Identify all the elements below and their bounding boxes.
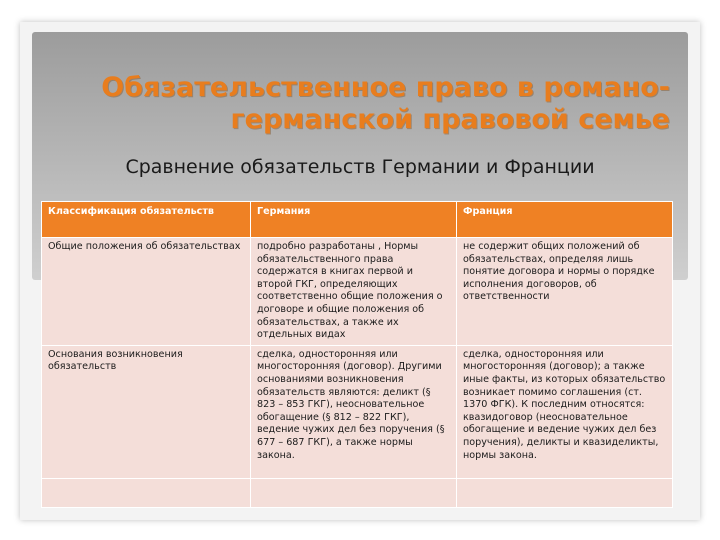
- table-cell-empty: [251, 478, 457, 507]
- header-germany: Германия: [251, 202, 457, 238]
- table-cell-category: Основания возникновения обязательств: [42, 345, 251, 478]
- slide-title: [40, 72, 670, 136]
- table-row: [42, 238, 673, 346]
- header-classification: Классификация обязательств: [42, 202, 251, 238]
- table-header-row: [42, 202, 673, 238]
- table-cell-germany: сделка, односторонняя или многосторонняя (договор). Другими основаниями возникновения обязательств являются: деликт (§ 823 – 853 ГКГ), неосновательное обогащение (§ 812 – 822 ГКГ), ведение чужих дел без поручения (§ 677 – 687 ГКГ), а также нормы закона.: [251, 345, 457, 478]
- table-cell-category: Общие положения об обязательствах: [42, 238, 251, 346]
- table-cell-france: не содержит общих положений об обязательствах, определяя лишь понятие договора и нормы о порядке исполнения договоров, об ответственности: [457, 238, 673, 346]
- table-cell-france: сделка, односторонняя или многосторонняя (договор); а также иные факты, из которых обязательство возникает помимо соглашения (ст. 1370 ФГК). К последним относятся: квазидоговор (неосновательное обогащение и ведение чужих дел без поручения), деликты и квазиделикты, нормы закона.: [457, 345, 673, 478]
- comparison-table: [41, 201, 673, 508]
- table-cell-empty: [42, 478, 251, 507]
- table-cell-germany: подробно разработаны , Нормы обязательственного права содержатся в книгах первой и второй ГКГ, определяющих соответственно общие положения о договоре и общие положения об обязательствах, а также их отдельных видах: [251, 238, 457, 346]
- table-row-empty: [42, 478, 673, 507]
- slide-subtitle: Сравнение обязательств Германии и Франции: [125, 156, 595, 178]
- table-cell-empty: [457, 478, 673, 507]
- table-row: [42, 345, 673, 478]
- title-line-1: Обязательственное право в романо-: [101, 72, 670, 103]
- title-line-2: германской правовой семье: [230, 104, 670, 135]
- header-france: Франция: [457, 202, 673, 238]
